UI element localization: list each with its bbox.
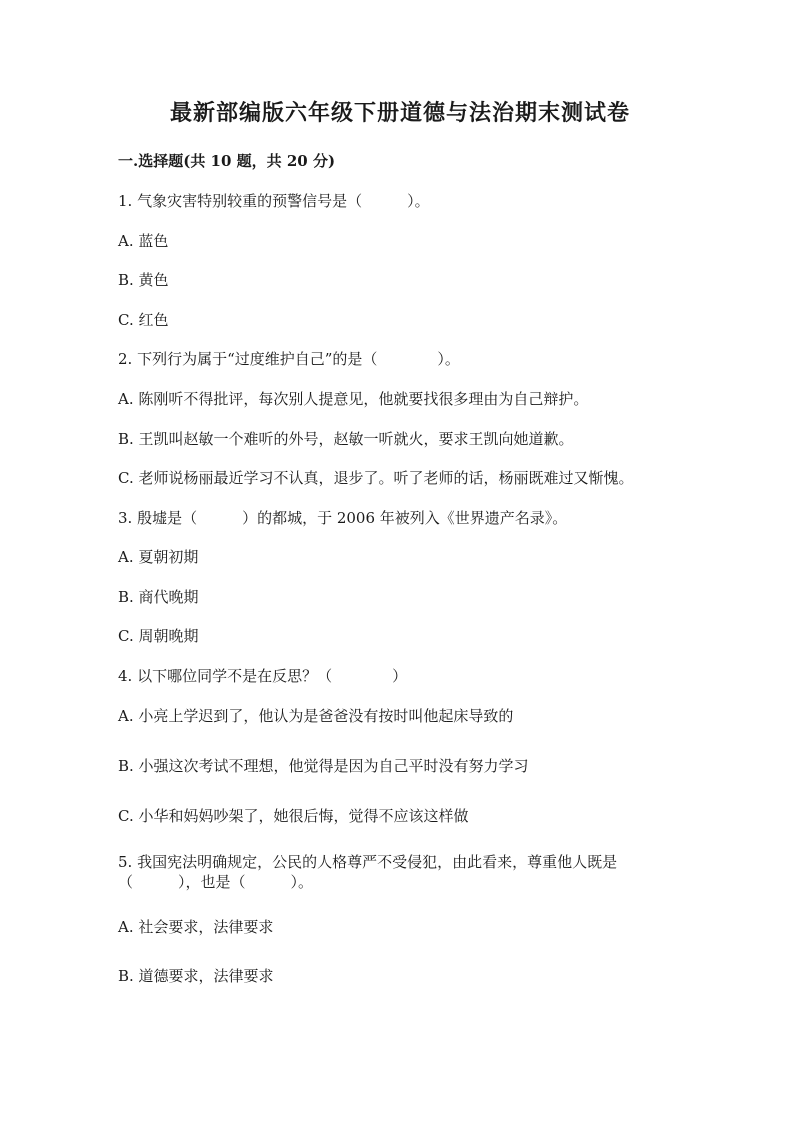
question-2-option-c: C. 老师说杨丽最近学习不认真，退步了。听了老师的话，杨丽既难过又惭愧。 — [118, 469, 634, 487]
question-1-option-b: B. 黄色 — [118, 271, 169, 289]
question-2-option-a: A. 陈刚听不得批评，每次别人提意见，他就要找很多理由为自己辩护。 — [118, 390, 589, 408]
question-5-option-b: B. 道德要求，法律要求 — [118, 967, 274, 985]
question-2-stem: 2. 下列行为属于“过度维护自己”的是（ ）。 — [118, 350, 460, 368]
question-4-option-b: B. 小强这次考试不理想，他觉得是因为自己平时没有努力学习 — [118, 757, 529, 775]
question-3-option-a: A. 夏朝初期 — [118, 548, 199, 566]
question-1-option-c: C. 红色 — [118, 311, 169, 329]
question-4-option-c: C. 小华和妈妈吵架了，她很后悔，觉得不应该这样做 — [118, 807, 469, 825]
question-3-stem: 3. 殷墟是（ ）的都城，于 2006 年被列入《世界遗产名录》。 — [118, 509, 568, 527]
question-3-option-c: C. 周朝晚期 — [118, 627, 199, 645]
question-1-option-a: A. 蓝色 — [118, 232, 169, 250]
question-1-stem: 1. 气象灾害特别较重的预警信号是（ ）。 — [118, 192, 430, 210]
question-5-stem: 5. 我国宪法明确规定，公民的人格尊严不受侵犯，由此看来，尊重他人既是（ ），也是（ ）。 — [118, 853, 618, 891]
question-4-option-a: A. 小亮上学迟到了，他认为是爸爸没有按时叫他起床导致的 — [118, 707, 514, 725]
question-3-option-b: B. 商代晚期 — [118, 588, 199, 606]
section-heading: 一.选择题(共 10 题，共 20 分) — [118, 152, 336, 170]
question-2-option-b: B. 王凯叫赵敏一个难听的外号，赵敏一听就火，要求王凯向她道歉。 — [118, 430, 574, 448]
page-title: 最新部编版六年级下册道德与法治期末测试卷 — [169, 100, 630, 126]
question-5-option-a: A. 社会要求，法律要求 — [118, 918, 274, 936]
question-4-stem: 4. 以下哪位同学不是在反思？（ ） — [118, 667, 408, 685]
